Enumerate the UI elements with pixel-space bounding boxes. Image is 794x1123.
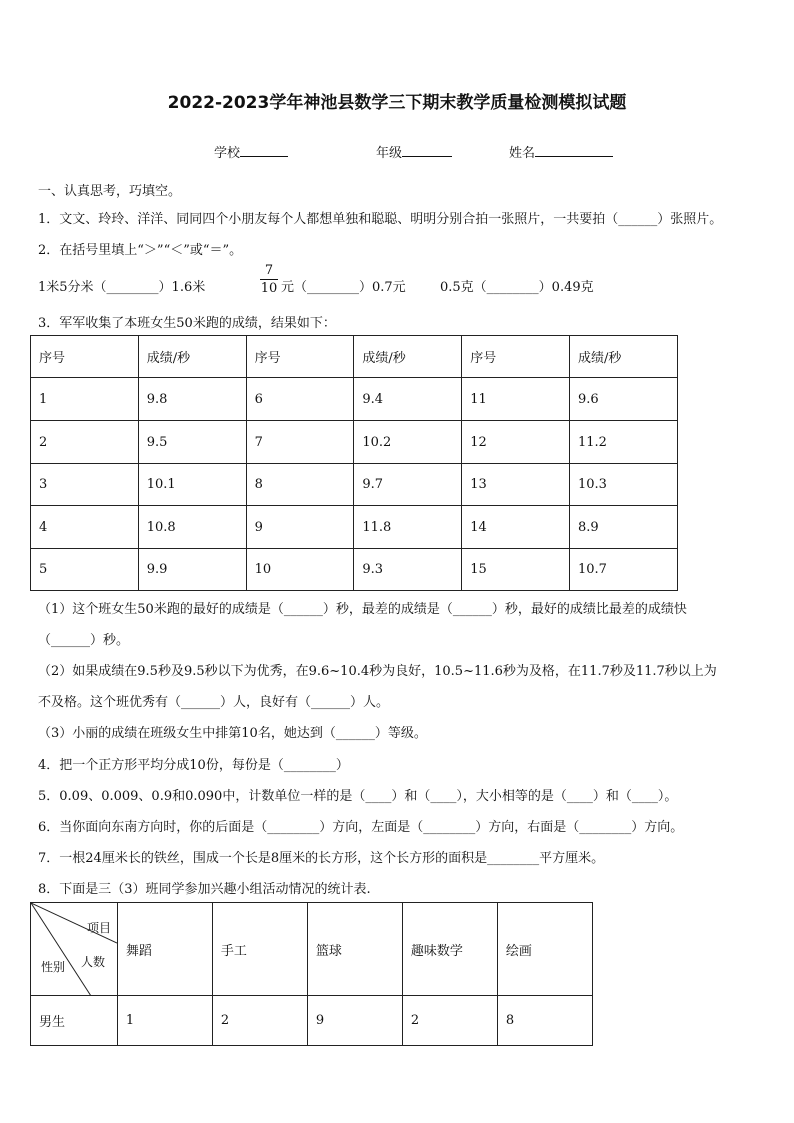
fraction-numerator: 7 — [264, 263, 274, 278]
table-row — [31, 506, 678, 549]
school-field[interactable] — [214, 142, 288, 161]
header-cell: 成绩/秒 — [138, 336, 246, 378]
interest-group-table — [30, 902, 593, 1046]
scores-table — [30, 335, 678, 591]
question-3-part-1-line-2: （______）秒。 — [38, 633, 130, 648]
table-cell: 9.4 — [354, 378, 462, 421]
table-cell: 7 — [246, 421, 354, 464]
header-cell: 序号 — [462, 336, 570, 378]
name-blank[interactable] — [535, 143, 613, 157]
table-cell: 10.2 — [354, 421, 462, 464]
section-heading: 一、认真思考，巧填空。 — [38, 184, 182, 199]
table-cell: 10 — [246, 549, 354, 591]
question-4: 4．把一个正方形平均分成10份，每份是（________） — [38, 758, 349, 773]
table-cell: 4 — [31, 506, 139, 549]
page-title: 2022-2023学年神池县数学三下期末教学质量检测模拟试题 — [167, 93, 627, 113]
fraction-denominator: 10 — [260, 281, 278, 296]
header-cell: 绘画 — [497, 903, 592, 996]
corner-count-label: 人数 — [81, 955, 106, 969]
table-cell: 1 — [117, 996, 212, 1046]
table-cell: 8 — [497, 996, 592, 1046]
school-label: 学校 — [214, 146, 241, 161]
question-2: 2．在括号里填上“＞”“＜”或“＝”。 — [38, 243, 243, 258]
question-3: 3．军军收集了本班女生50米跑的成绩，结果如下： — [38, 316, 336, 331]
table-cell: 9 — [307, 996, 402, 1046]
question-6: 6．当你面向东南方向时，你的后面是（________）方向，左面是（________）方向，右面是（________）方向。 — [38, 820, 684, 835]
table-cell: 14 — [462, 506, 570, 549]
table-row — [31, 549, 678, 591]
question-8: 8．下面是三（3）班同学参加兴趣小组活动情况的统计表. — [38, 882, 371, 897]
table-cell: 13 — [462, 464, 570, 506]
table-cell: 10.1 — [138, 464, 246, 506]
name-field[interactable] — [509, 142, 613, 161]
question-3-part-2-line-2: 不及格。这个班优秀有（______）人，良好有（______）人。 — [38, 695, 390, 710]
table-cell: 10.7 — [570, 549, 678, 591]
compare-item-b: 元（________）0.7元 — [281, 280, 406, 295]
fraction-bar — [260, 279, 278, 280]
table-cell: 9.9 — [138, 549, 246, 591]
table-row — [31, 378, 678, 421]
corner-gender-label: 性别 — [41, 960, 66, 974]
table-cell: 3 — [31, 464, 139, 506]
table-row — [31, 421, 678, 464]
table-cell: 9.7 — [354, 464, 462, 506]
table-cell: 8 — [246, 464, 354, 506]
grade-label: 年级 — [376, 146, 403, 161]
header-cell: 成绩/秒 — [570, 336, 678, 378]
header-cell: 手工 — [212, 903, 307, 996]
header-cell: 序号 — [31, 336, 139, 378]
table-cell: 11.2 — [570, 421, 678, 464]
fraction — [258, 263, 280, 296]
table-cell: 9 — [246, 506, 354, 549]
header-cell: 序号 — [246, 336, 354, 378]
row-label: 男生 — [31, 996, 118, 1046]
table-cell: 5 — [31, 549, 139, 591]
table-cell: 2 — [402, 996, 497, 1046]
corner-diagonals — [31, 903, 117, 996]
scores-header-row — [31, 336, 678, 378]
table-cell: 1 — [31, 378, 139, 421]
table-row — [31, 464, 678, 506]
table-cell: 2 — [31, 421, 139, 464]
table-cell: 12 — [462, 421, 570, 464]
grade-field[interactable] — [376, 142, 452, 161]
name-label: 姓名 — [509, 146, 536, 161]
table-cell: 9.6 — [570, 378, 678, 421]
question-5: 5．0.09、0.009、0.9和0.090中，计数单位一样的是（____）和（____），大小相等的是（____）和（____）。 — [38, 789, 678, 804]
question-3-part-3: （3）小丽的成绩在班级女生中排第10名，她达到（______）等级。 — [38, 726, 427, 741]
header-cell: 趣味数学 — [402, 903, 497, 996]
table-cell: 9.5 — [138, 421, 246, 464]
compare-item-c: 0.5克（________）0.49克 — [440, 280, 594, 295]
table-cell: 10.8 — [138, 506, 246, 549]
compare-item-a: 1米5分米（________）1.6米 — [38, 280, 206, 295]
table-cell: 9.8 — [138, 378, 246, 421]
school-blank[interactable] — [240, 143, 288, 157]
question-7: 7．一根24厘米长的铁丝，围成一个长是8厘米的长方形，这个长方形的面积是________平方厘米。 — [38, 851, 605, 866]
table-cell: 10.3 — [570, 464, 678, 506]
table-cell: 2 — [212, 996, 307, 1046]
corner-item-label: 项目 — [87, 921, 112, 935]
table-cell: 11 — [462, 378, 570, 421]
table-cell: 15 — [462, 549, 570, 591]
header-cell: 舞蹈 — [117, 903, 212, 996]
question-1: 1．文文、玲玲、洋洋、同同四个小朋友每个人都想单独和聪聪、明明分别合拍一张照片，一共要拍（______）张照片。 — [38, 212, 723, 227]
corner-cell — [31, 903, 118, 996]
table-row — [31, 996, 593, 1046]
grade-blank[interactable] — [402, 143, 452, 157]
question-3-part-1-line-1: （1）这个班女生50米跑的最好的成绩是（______）秒，最差的成绩是（______）秒，最好的成绩比最差的成绩快 — [38, 602, 687, 617]
table-cell: 9.3 — [354, 549, 462, 591]
table-cell: 6 — [246, 378, 354, 421]
header-cell: 成绩/秒 — [354, 336, 462, 378]
interest-header-row — [31, 903, 593, 996]
header-cell: 篮球 — [307, 903, 402, 996]
table-cell: 8.9 — [570, 506, 678, 549]
question-3-part-2-line-1: （2）如果成绩在9.5秒及9.5秒以下为优秀，在9.6~10.4秒为良好，10.5~11.6秒为及格，在11.7秒及11.7秒以上为 — [38, 664, 717, 679]
table-cell: 11.8 — [354, 506, 462, 549]
